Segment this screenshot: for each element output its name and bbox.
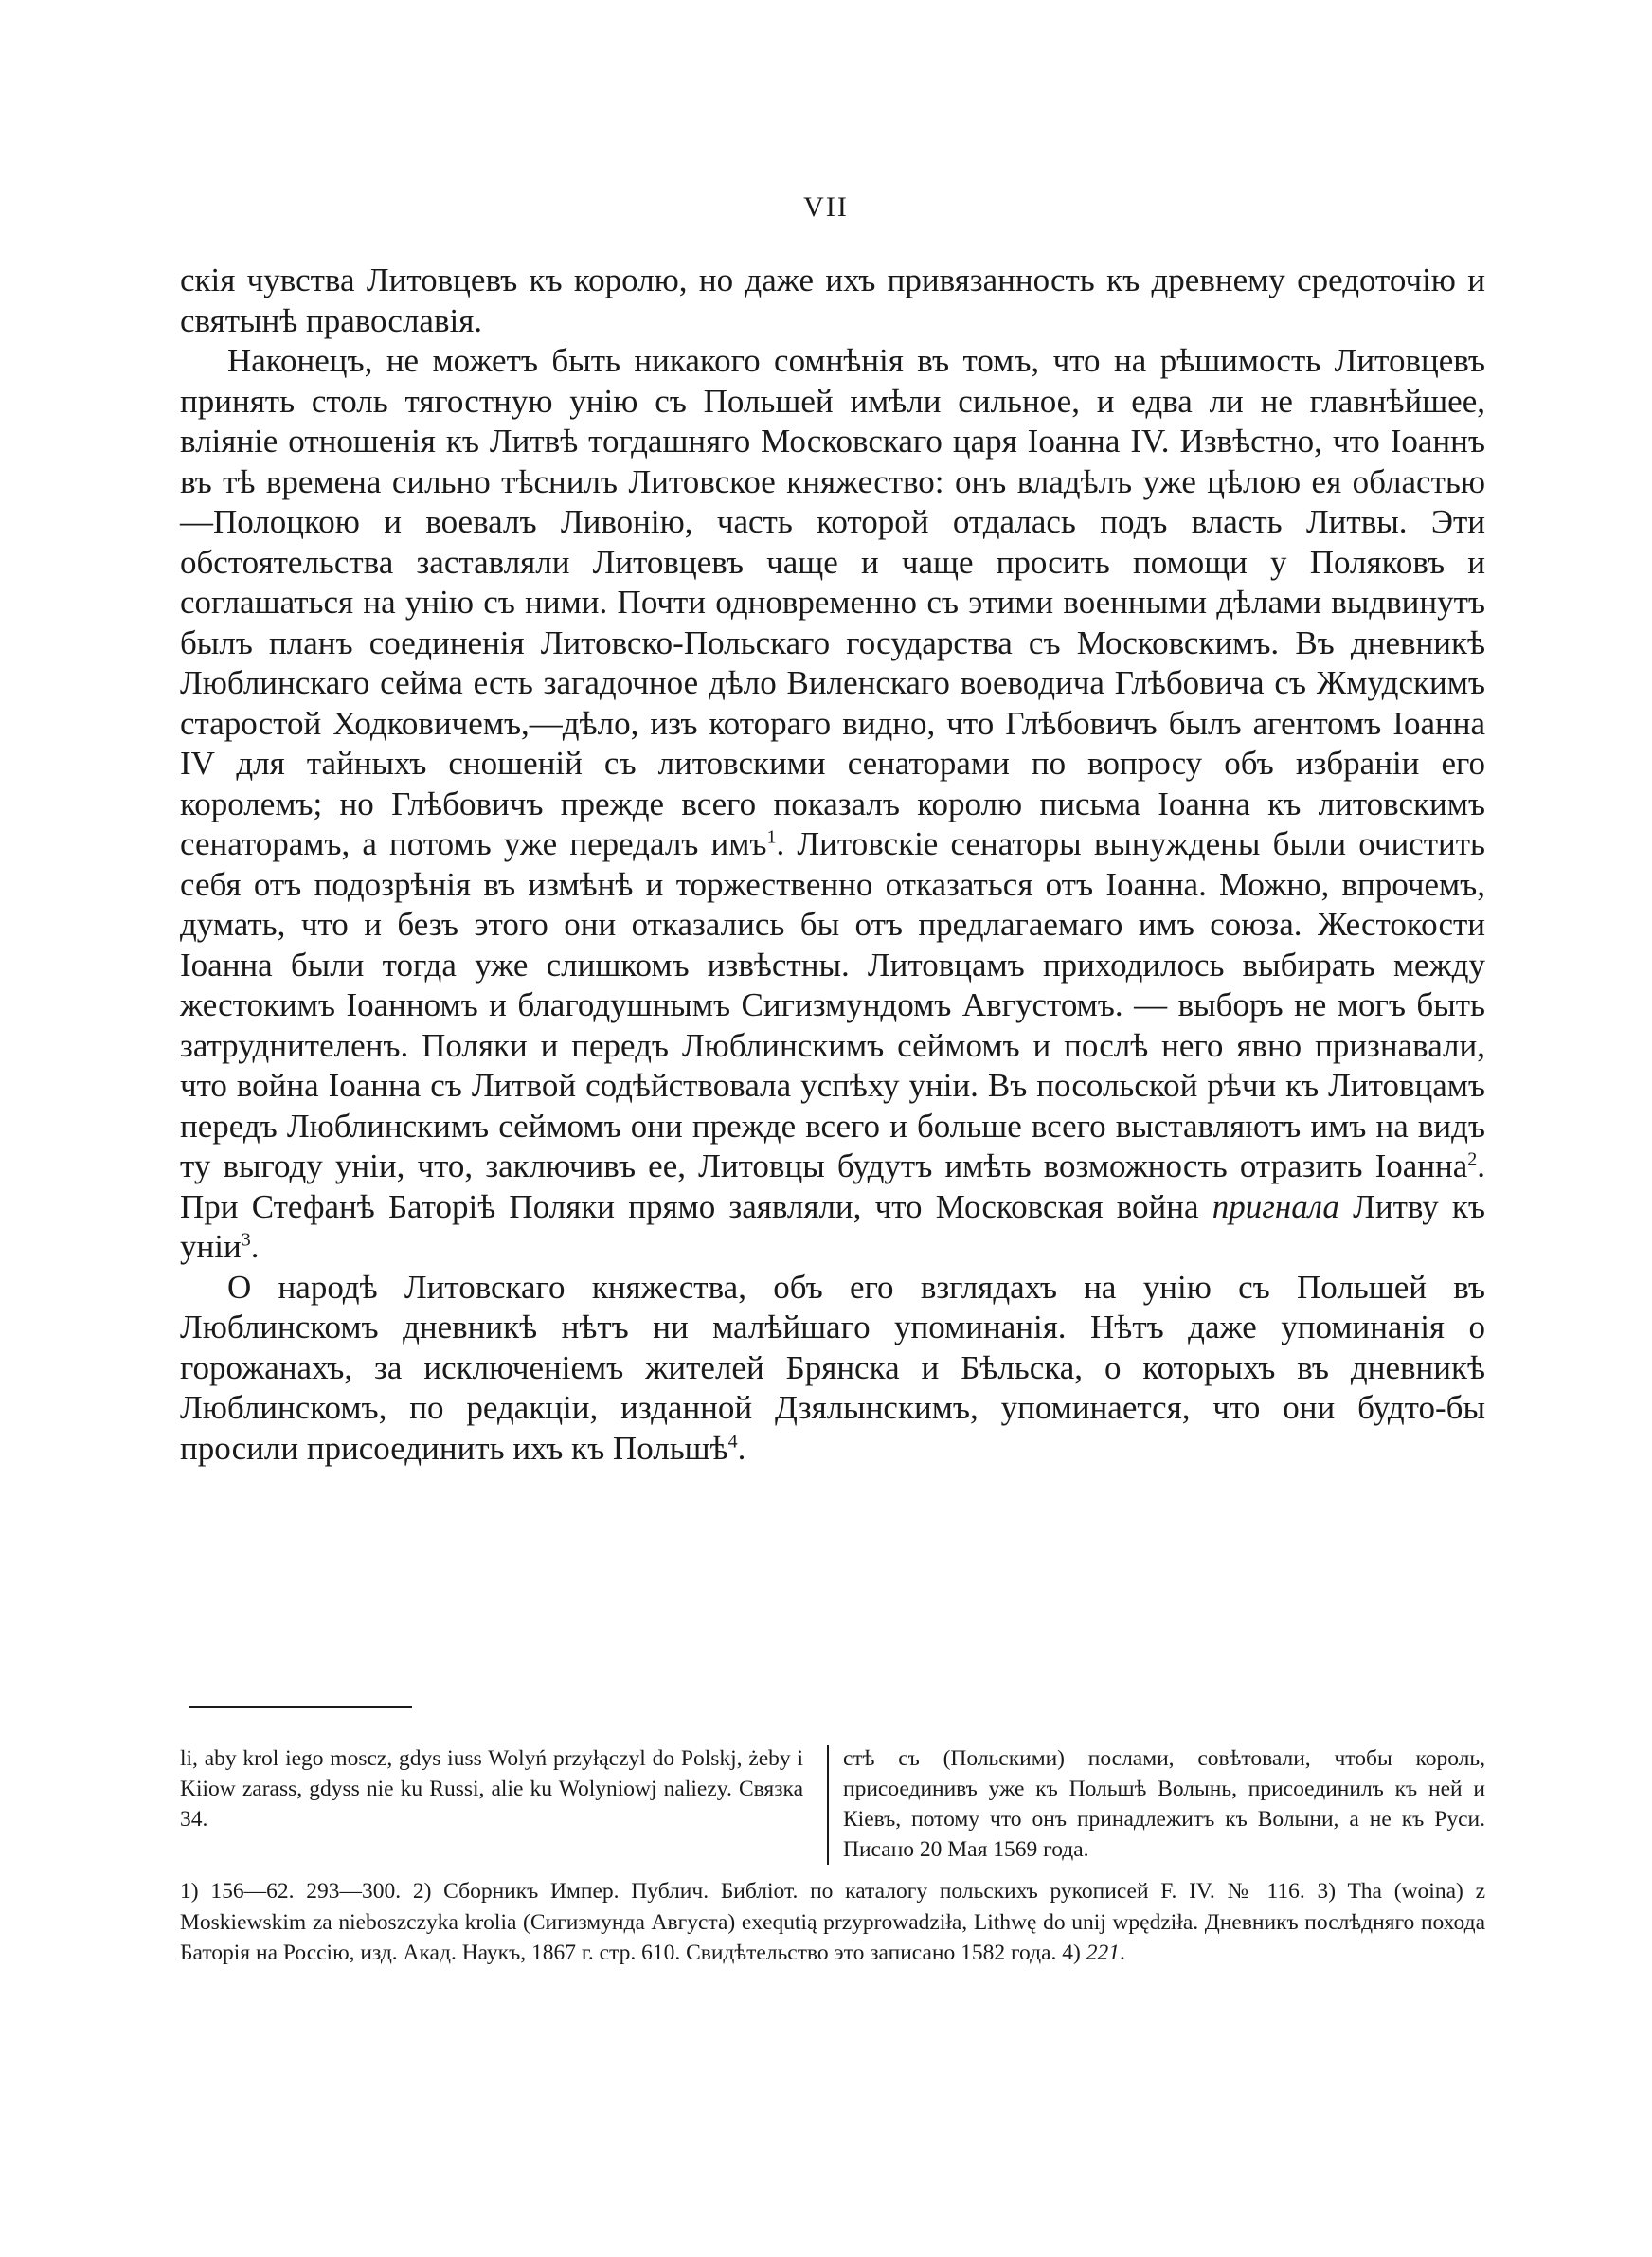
- paragraph-3: [180, 1268, 1485, 1470]
- paragraph-2: [180, 341, 1485, 1268]
- footnote-separator-rule: [189, 1706, 412, 1708]
- footnote-2-text: Сборникъ Импер. Публич. Библіот. по каталогу польскихъ рукописей F. IV. № 116.: [431, 1879, 1318, 1904]
- footnote-4-label: 4): [1062, 1941, 1081, 1965]
- paragraph-2-part-1: Наконецъ, не можетъ быть никакого сомнѣнія въ томъ, что на рѣшимость Литовцевъ принять столь тягостную унію съ Польшей имѣли сильное, и едва ли не главнѣйшее, вліяніе отношенія къ Литвѣ тогдашняго Московскаго царя Іоанна IV. Извѣстно, что Іоаннъ въ тѣ времена сильно тѣснилъ Литовское княжество: онъ владѣлъ уже цѣлою ея областью—Полоцкою и воевалъ Ливонію, часть которой отдалась подъ власть Литвы. Эти обстоятельства заставляли Литовцевъ чаще и чаще просить помощи у Поляковъ и соглашаться на унію съ ними. Почти одновременно съ этими военными дѣлами выдвинутъ былъ планъ соединенія Литовско-Польскаго государства съ Московскимъ. Въ дневникѣ Люблинскаго сейма есть загадочное дѣло Виленскаго воеводича Глѣбовича съ Жмудскимъ старостой Ходковичемъ,—дѣло, изъ котораго видно, что Глѣбовичъ былъ агентомъ Іоанна IV для тайныхъ сношеній съ литовскими сенаторами по вопросу объ избраніи его королемъ; но Глѣбовичъ прежде всего показалъ королю письма Іоанна къ литовскимъ сенаторамъ, а потомъ уже передалъ имъ: [180, 342, 1485, 862]
- footnote-4-end: .: [1119, 1941, 1125, 1965]
- footnote-3-label: 3): [1317, 1879, 1337, 1904]
- paragraph-2-part-2: . Литовскіе сенаторы вынуждены были очистить себя отъ подозрѣнія въ измѣнѣ и торжественно отказаться отъ Іоанна. Можно, впрочемъ, думать, что и безъ этого они отказались бы отъ предлагаемаго имъ союза. Жестокости Іоанна были тогда уже слишкомъ извѣстны. Литовцамъ приходилось выбирать между жестокимъ Іоанномъ и благодушнымъ Сигизмундомъ Августомъ. — выборъ не могъ быть затруднителенъ. Поляки и передъ Люблинскимъ сеймомъ и послѣ него явно признавали, что война Іоанна съ Литвой содѣйствовала успѣху уніи. Въ посольской рѣчи къ Литовцамъ передъ Люблинскимъ сеймомъ они прежде всего и больше всего выставляютъ имъ на видъ ту выгоду уніи, что, заключивъ ее, Литовцы будутъ имѣть возможность отразить Іоанна: [180, 825, 1485, 1184]
- footnote-ref-4: 4: [727, 1430, 738, 1452]
- footnote-3-text: Tha (woina) z Moskiewskim za nieboszczyka krolia (Сигизмунда Августа) exequtią przyprowadziła, Lithwę do unij wpędziła. Дневникъ послѣдняго похода Баторія на Россію, изд. Акад. Наукъ, 1867 г. стр. 610. Свидѣтельство это записано 1582 года.: [180, 1879, 1486, 1965]
- footnote-4-text: 221: [1086, 1941, 1120, 1965]
- main-text: [180, 261, 1485, 1469]
- footnote-ref-1: 1: [766, 826, 777, 848]
- footnotes: [180, 1876, 1485, 1969]
- footnote-1-text: 156—62. 293—300.: [198, 1879, 413, 1904]
- italic-word: пригнала: [1212, 1187, 1339, 1225]
- paragraph-3-end: .: [737, 1429, 746, 1467]
- footnote-ref-2: 2: [1467, 1148, 1478, 1170]
- paragraph-2-end: .: [250, 1228, 260, 1265]
- paragraph-3-text: О народѣ Литовскаго княжества, объ его взглядахъ на унію съ Польшей въ Люблинскомъ дневникѣ нѣтъ ни малѣйшаго упоминанія. Нѣтъ даже упоминанія о горожанахъ, за исключеніемъ жителей Брянска и Бѣльска, о которыхъ въ дневникѣ Люблинскомъ, по редакціи, изданной Дзялынскимъ, упоминается, что они будто-бы просили присоединить ихъ къ Польшѣ: [180, 1268, 1485, 1467]
- footnote-2-label: 2): [412, 1879, 432, 1904]
- footnote-ref-3: 3: [241, 1229, 251, 1251]
- paragraph-1: скія чувства Литовцевъ къ королю, но даже ихъ привязанность къ древнему средоточію и святынѣ православія.: [180, 262, 1485, 339]
- footnote-column-divider: [827, 1745, 829, 1865]
- paragraph-2-part-4: Литву къ уніи: [180, 1187, 1485, 1265]
- footnote-1-label: 1): [180, 1879, 199, 1904]
- footnote-right-column: стѣ съ (Польскими) послами, совѣтовали, чтобы король, присоединивъ уже къ Польшѣ Волынь, присоединилъ къ ней и Кіевъ, потому что онъ принадлежитъ къ Волыни, а не къ Руси. Писано 20 Мая 1569 года.: [843, 1746, 1485, 1862]
- paragraph-2-part-3: . При Стефанѣ Баторіѣ Поляки прямо заявляли, что Московская война: [180, 1147, 1485, 1225]
- page-number: VII: [803, 191, 849, 223]
- footnote-left-column: li, aby krol iego moscz, gdys iuss Wolyń przyłączyl do Polskj, żeby i Kiiow zarass, gdyss nie ku Russi, alie ku Wolyniowj naliezy. Связка 34.: [180, 1746, 803, 1832]
